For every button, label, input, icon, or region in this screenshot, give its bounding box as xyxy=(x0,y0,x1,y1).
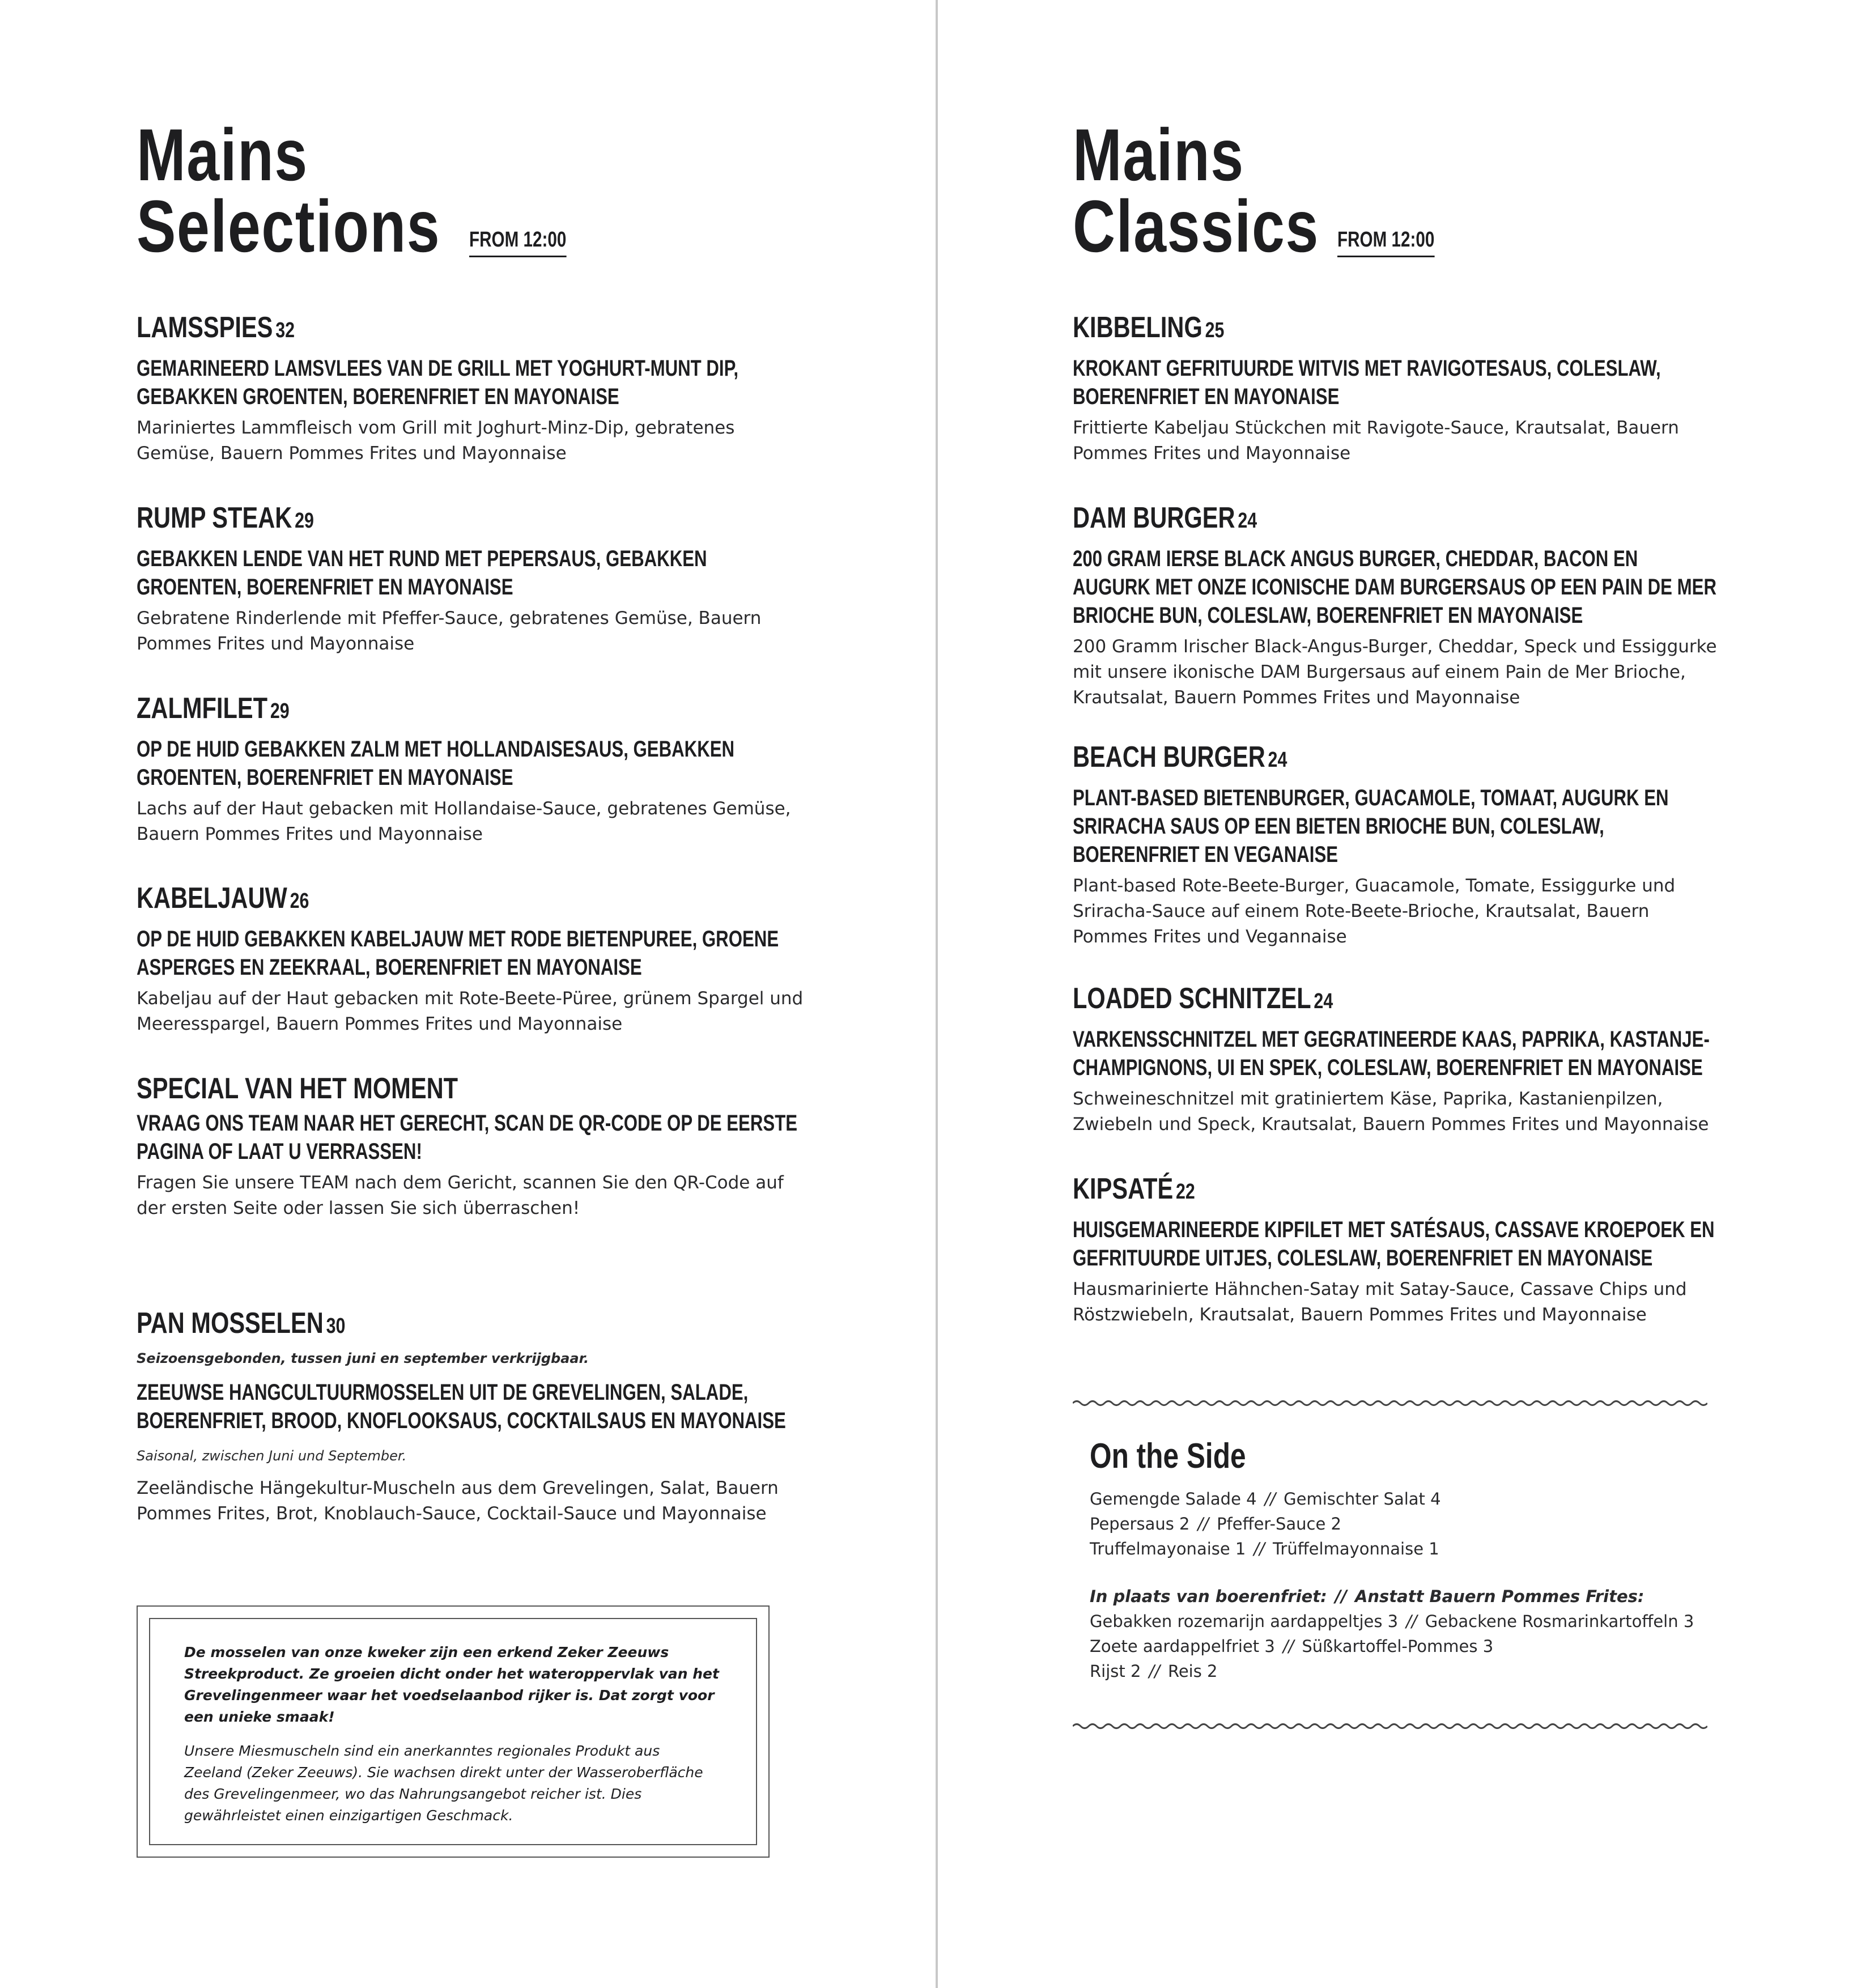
side-line xyxy=(1090,1634,1707,1659)
separator: // xyxy=(1197,1514,1209,1534)
side-instead-heading xyxy=(1090,1584,1707,1609)
side-line xyxy=(1090,1659,1707,1684)
dish-title: KIBBELING xyxy=(1073,311,1202,344)
season-note-de: Saisonal, zwischen Juni und September. xyxy=(137,1448,407,1464)
menu-item-loaded-schnitzel xyxy=(1073,982,1719,1137)
dish-description-nl: 200 GRAM IERSE BLACK ANGUS BURGER, CHEDDAR, BACON EN AUGURK MET ONZE ICONISCHE DAM BURGERSAUS OP EEN PAIN DE MER BRIOCHE BUN, COLESLAW, BOERENFRIET EN MAYONAISE xyxy=(1073,546,1716,628)
dish-name xyxy=(1073,501,1590,538)
dish-price: 30 xyxy=(326,1314,346,1338)
separator: // xyxy=(1253,1539,1265,1558)
menu-item-rump-steak xyxy=(137,501,817,657)
menu-item-kabeljauw xyxy=(137,881,817,1037)
dish-description-nl: PLANT-BASED BIETENBURGER, GUACAMOLE, TOMAAT, AUGURK EN SRIRACHA SAUS OP EEN BIETEN BRIOCHE BUN, COLESLAW, BOERENFRIET EN VEGANAISE xyxy=(1073,785,1669,867)
dish-name xyxy=(137,311,681,347)
dish-name xyxy=(137,691,681,728)
right-title-line-1: Mains xyxy=(1073,113,1244,196)
side-item-nl: Gemengde Salade 4 xyxy=(1090,1489,1257,1509)
dish-description-nl: HUISGEMARINEERDE KIPFILET MET SATÉSAUS, CASSAVE KROEPOEK EN GEFRITUURDE UITJES, COLESLAW, BOERENFRIET EN MAYONAISE xyxy=(1073,1217,1715,1271)
dish-description-de: 200 Gramm Irischer Black-Angus-Burger, Cheddar, Speck und Essiggurke mit unsere ikonische DAM Burgersaus auf einem Pain de Mer Brioche, Krautsalat, Bauern Pommes Frites und Mayonnaise xyxy=(1073,636,1717,708)
dish-description-nl: ZEEUWSE HANGCULTUURMOSSELEN UIT DE GREVELINGEN, SALADE, BOERENFRIET, BROOD, KNOFLOOKSAUS, COCKTAILSAUS EN MAYONAISE xyxy=(137,1380,786,1433)
dish-description-de: Frittierte Kabeljau Stückchen mit Ravigote-Sauce, Krautsalat, Bauern Pommes Frites und Mayonnaise xyxy=(1073,418,1679,464)
side-item-de: Pfeffer-Sauce 2 xyxy=(1217,1514,1341,1534)
dish-price: 32 xyxy=(275,318,295,342)
swap-item-nl: Gebakken rozemarijn aardappeltjes 3 xyxy=(1090,1612,1399,1631)
on-the-side-section xyxy=(1090,1437,1707,1684)
right-from-time: FROM 12:00 xyxy=(1337,227,1434,257)
dish-title: DAM BURGER xyxy=(1073,502,1235,534)
dish-price: 29 xyxy=(270,699,290,723)
separator: // xyxy=(1282,1637,1294,1656)
wave-divider-top xyxy=(1073,1397,1707,1409)
column-divider xyxy=(936,0,938,1988)
mussels-info-nl: De mosselen van onze kweker zijn een erkend Zeker Zeeuws Streekproduct. Ze groeien dicht onder het wateroppervlak van het Grevelingenmeer waar het voedselaanbod rijker is. Dat zorgt voor een unieke smaak! xyxy=(184,1644,719,1725)
dish-price: 24 xyxy=(1268,748,1287,772)
dish-name xyxy=(1073,982,1590,1018)
dish-name xyxy=(137,1306,681,1343)
dish-description-de: Plant-based Rote-Beete-Burger, Guacamole, Tomate, Essiggurke und Sriracha-Sauce auf einem Rote-Beete-Brioche, Krautsalat, Bauern Pommes Frites und Vegannaise xyxy=(1073,876,1676,947)
dish-name xyxy=(1073,1172,1590,1209)
swap-item-de: Reis 2 xyxy=(1167,1662,1218,1681)
dish-name xyxy=(137,501,681,538)
dish-title: ZALMFILET xyxy=(137,692,268,725)
dish-price: 24 xyxy=(1238,509,1257,533)
season-note-nl: Seizoensgebonden, tussen juni en september verkrijgbaar. xyxy=(137,1350,589,1366)
side-line xyxy=(1090,1511,1707,1536)
dish-title: PAN MOSSELEN xyxy=(137,1307,324,1340)
dish-description-de: Gebratene Rinderlende mit Pfeffer-Sauce, gebratenes Gemüse, Bauern Pommes Frites und Mayonnaise xyxy=(137,608,762,654)
menu-item-lamsspies xyxy=(137,311,817,466)
left-section-title xyxy=(137,113,441,267)
dish-description-de: Hausmarinierte Hähnchen-Satay mit Satay-Sauce, Cassave Chips und Röstzwiebeln, Krautsalat, Bauern Pommes Frites und Mayonnaise xyxy=(1073,1279,1687,1325)
wave-divider-bottom xyxy=(1073,1721,1707,1732)
menu-item-kipsate xyxy=(1073,1172,1719,1328)
dish-description-de: Mariniertes Lammfleisch vom Grill mit Joghurt-Minz-Dip, gebratenes Gemüse, Bauern Pommes Frites und Mayonnaise xyxy=(137,418,735,464)
left-title-line-2: Selections xyxy=(137,185,441,267)
menu-item-pan-mosselen xyxy=(137,1306,817,1527)
separator: // xyxy=(1406,1612,1417,1631)
dish-description-nl: GEBAKKEN LENDE VAN HET RUND MET PEPERSAUS, GEBAKKEN GROENTEN, BOERENFRIET EN MAYONAISE xyxy=(137,546,707,600)
dish-description-nl: VARKENSSCHNITZEL MET GEGRATINEERDE KAAS, PAPRIKA, KASTANJE-CHAMPIGNONS, UI EN SPEK, COLESLAW, BOERENFRIET EN MAYONAISE xyxy=(1073,1027,1710,1080)
dish-name xyxy=(1073,740,1590,777)
side-item-de: Trüffelmayonnaise 1 xyxy=(1272,1539,1439,1558)
dish-description-nl: GEMARINEERD LAMSVLEES VAN DE GRILL MET YOGHURT-MUNT DIP, GEBAKKEN GROENTEN, BOERENFRIET EN MAYONAISE xyxy=(137,356,739,409)
swap-item-de: Gebackene Rosmarinkartoffeln 3 xyxy=(1425,1612,1694,1631)
dish-name xyxy=(137,881,681,918)
dish-description-de: Schweineschnitzel mit gratiniertem Käse, Paprika, Kastanienpilzen, Zwiebeln und Speck, Krautsalat, Bauern Pommes Frites und Mayonnaise xyxy=(1073,1089,1709,1135)
side-item-nl: Truffelmayonaise 1 xyxy=(1090,1539,1246,1558)
dish-description-de: Lachs auf der Haut gebacken mit Hollandaise-Sauce, gebratenes Gemüse, Bauern Pommes Frites und Mayonnaise xyxy=(137,798,791,844)
dish-name xyxy=(137,1072,681,1106)
dish-price: 26 xyxy=(290,889,309,913)
left-from-time: FROM 12:00 xyxy=(469,227,566,257)
right-section-title xyxy=(1073,113,1319,267)
swap-item-nl: Zoete aardappelfriet 3 xyxy=(1090,1637,1275,1656)
menu-item-dam-burger xyxy=(1073,501,1719,711)
swap-item-de: Süßkartoffel-Pommes 3 xyxy=(1302,1637,1494,1656)
dish-description-nl: OP DE HUID GEBAKKEN ZALM MET HOLLANDAISESAUS, GEBAKKEN GROENTEN, BOERENFRIET EN MAYONAISE xyxy=(137,737,735,790)
dish-title: LAMSSPIES xyxy=(137,311,273,344)
side-line xyxy=(1090,1609,1707,1634)
instead-nl: In plaats van boerenfriet: xyxy=(1090,1587,1327,1606)
dish-price: 29 xyxy=(295,509,314,533)
separator: // xyxy=(1264,1489,1276,1509)
dish-title: LOADED SCHNITZEL xyxy=(1073,982,1311,1015)
menu-item-beach-burger xyxy=(1073,740,1719,950)
dish-description-de: Zeeländische Hängekultur-Muscheln aus dem Grevelingen, Salat, Bauern Pommes Frites, Brot, Knoblauch-Sauce, Cocktail-Sauce und Mayonnaise xyxy=(137,1478,779,1524)
side-line xyxy=(1090,1536,1707,1561)
right-column xyxy=(1073,0,1719,1988)
left-title-line-1: Mains xyxy=(137,113,308,196)
dish-description-de: Fragen Sie unsere TEAM nach dem Gericht, scannen Sie den QR-Code auf der ersten Seite oder lassen Sie sich überraschen! xyxy=(137,1173,784,1218)
dish-name xyxy=(1073,311,1590,347)
dish-description-nl: OP DE HUID GEBAKKEN KABELJAUW MET RODE BIETENPUREE, GROENE ASPERGES EN ZEEKRAAL, BOERENFRIET EN MAYONAISE xyxy=(137,927,779,980)
left-column xyxy=(137,0,817,1988)
side-title: On the Side xyxy=(1090,1437,1246,1476)
dish-title: SPECIAL VAN HET MOMENT xyxy=(137,1072,458,1105)
menu-item-zalmfilet xyxy=(137,691,817,847)
dish-title: RUMP STEAK xyxy=(137,502,292,534)
side-line xyxy=(1090,1486,1707,1511)
separator: // xyxy=(1149,1662,1160,1681)
mussels-info-de: Unsere Miesmuscheln sind ein anerkanntes regionales Produkt aus Zeeland (Zeker Zeeuws). Sie wachsen direkt unter der Wasseroberfläche des Grevelingenmeer, wo das Nahrungsangebot reicher ist. Dies gewährleistet einen einzigartigen Geschmack. xyxy=(184,1743,703,1824)
dish-title: KIPSATÉ xyxy=(1073,1173,1174,1205)
mussels-info-box xyxy=(137,1605,770,1858)
dish-price: 24 xyxy=(1314,989,1333,1013)
mussels-info-inner-border xyxy=(149,1618,757,1845)
dish-title: BEACH BURGER xyxy=(1073,741,1265,774)
dish-price: 22 xyxy=(1176,1180,1195,1204)
dish-description-de: Kabeljau auf der Haut gebacken mit Rote-Beete-Püree, grünem Spargel und Meeresspargel, Bauern Pommes Frites und Mayonnaise xyxy=(137,988,804,1034)
separator: // xyxy=(1335,1587,1347,1606)
right-title-line-2: Classics xyxy=(1073,185,1319,267)
dish-description-nl: KROKANT GEFRITUURDE WITVIS MET RAVIGOTESAUS, COLESLAW, BOERENFRIET EN MAYONAISE xyxy=(1073,356,1661,409)
swap-item-nl: Rijst 2 xyxy=(1090,1662,1141,1681)
menu-item-kibbeling xyxy=(1073,311,1719,466)
dish-description-nl: VRAAG ONS TEAM NAAR HET GERECHT, SCAN DE QR-CODE OP DE EERSTE PAGINA OF LAAT U VERRASSEN! xyxy=(137,1111,798,1164)
dish-title: KABELJAUW xyxy=(137,882,287,915)
side-item-nl: Pepersaus 2 xyxy=(1090,1514,1190,1534)
dish-price: 25 xyxy=(1205,318,1225,342)
menu-item-special xyxy=(137,1072,817,1221)
side-item-de: Gemischter Salat 4 xyxy=(1284,1489,1441,1509)
instead-de: Anstatt Bauern Pommes Frites: xyxy=(1354,1587,1644,1606)
